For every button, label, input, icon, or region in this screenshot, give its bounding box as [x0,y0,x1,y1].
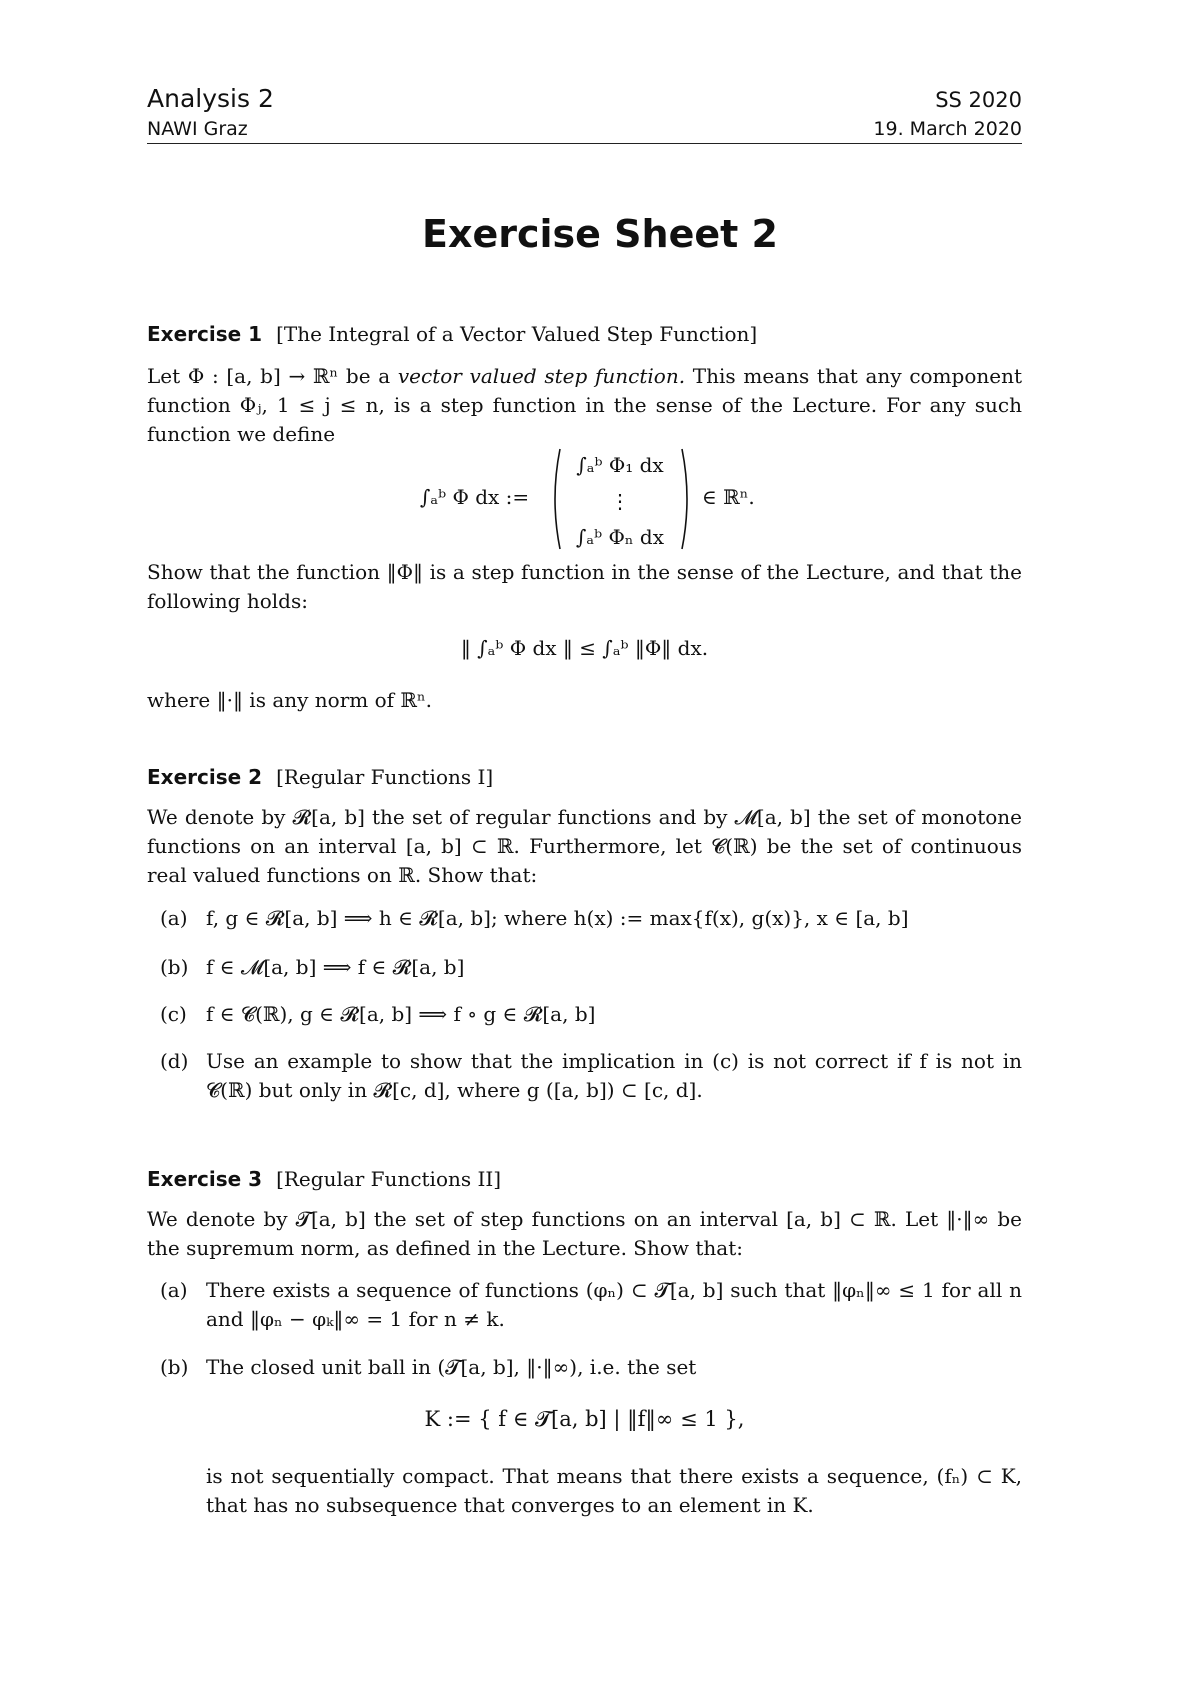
vector-right-bracket [680,447,694,551]
exercise-2-label: Exercise 2 [147,765,263,789]
header-rule [147,143,1022,144]
definition-vector [560,447,680,555]
exercise-2-intro: We denote by 𝓡[a, b] the set of regular functions and by 𝓜[a, b] the set of monotone functions on an interval [a, b] ⊂ ℝ. Furthermore, let 𝓒(ℝ) be the set of continuous real valued functions on ℝ. Show that: [147,805,1022,887]
item-label: (a) [160,1278,188,1302]
semester-label: SS 2020 [935,88,1022,112]
sheet-date: 19. March 2020 [873,118,1022,140]
exercise-3-topic: [Regular Functions II] [276,1167,502,1191]
item-label: (a) [160,906,188,930]
item-text: f, g ∈ 𝓡[a, b] ⟹ h ∈ 𝓡[a, b]; where h(x) := max{f(x), g(x)}, x ∈ [a, b] [206,906,909,930]
exercise-2-heading [147,763,1022,792]
item-label: (b) [160,1355,189,1379]
item-text: Use an example to show that the implication in (c) is not correct if f is not in 𝓒(ℝ) but only in 𝓡[c, d], where g ([a, b]) ⊂ [c, d]. [206,1049,1022,1102]
exercise-3-conclusion: is not sequentially compact. That means that there exists a sequence, (fₙ) ⊂ K, that has no subsequence that converges to an element in K. [206,1464,1022,1517]
exercise-3-intro: We denote by 𝓣[a, b] the set of step functions on an interval [a, b] ⊂ ℝ. Let ‖·‖∞ be the supremum norm, as defined in the Lecture. Show that: [147,1207,1022,1260]
exercise-1-intro [147,362,1022,449]
item-label: (b) [160,955,189,979]
exercise-1-intro-emphasis: vector valued step function. [397,364,686,388]
definition-lhs: ∫ₐᵇ Φ dx := [420,485,530,509]
vector-entry-1: ∫ₐᵇ Φ₁ dx [576,453,664,477]
vector-entry-dots: ⋮ [610,489,630,513]
vector-entry-n: ∫ₐᵇ Φₙ dx [576,525,664,549]
exercise-1-label: Exercise 1 [147,322,263,346]
exercise-1-inequality: ‖ ∫ₐᵇ Φ dx ‖ ≤ ∫ₐᵇ ‖Φ‖ dx. [460,636,709,660]
exercise-3-set-definition: K := { f ∈ 𝓣[a, b] | ‖f‖∞ ≤ 1 }, [424,1407,745,1431]
exercise-1-intro-part-1: Let Φ : [a, b] → ℝⁿ be a [147,364,398,388]
item-label: (c) [160,1002,187,1026]
exercise-1-task: Show that the function ‖Φ‖ is a step function in the sense of the Lecture, and that the following holds: [147,560,1022,613]
exercise-2-topic: [Regular Functions I] [276,765,494,789]
exercise-3-heading [147,1165,1022,1194]
item-text: f ∈ 𝓒(ℝ), g ∈ 𝓡[a, b] ⟹ f ∘ g ∈ 𝓡[a, b] [206,1002,596,1026]
item-text: There exists a sequence of functions (φₙ) ⊂ 𝓣[a, b] such that ‖φₙ‖∞ ≤ 1 for all n and ‖φₙ − φₖ‖∞ = 1 for n ≠ k. [206,1278,1022,1331]
item-text: f ∈ 𝓜[a, b] ⟹ f ∈ 𝓡[a, b] [206,955,465,979]
exercise-1-heading [147,320,1022,349]
exercise-1-topic: [The Integral of a Vector Valued Step Function] [276,322,758,346]
institution-name: NAWI Graz [147,118,248,140]
definition-rhs: ∈ ℝⁿ. [702,485,755,509]
item-label: (d) [160,1049,189,1073]
page-title: Exercise Sheet 2 [422,212,778,256]
exercise-3-label: Exercise 3 [147,1167,263,1191]
exercise-1-intro-part-2: This means that any component function Φⱼ, 1 ≤ j ≤ n, is a step function in the sense of the Lecture. For any such function we define [147,364,1022,446]
exercise-1-definition [420,445,840,555]
course-name: Analysis 2 [147,84,274,113]
item-text: The closed unit ball in (𝓣[a, b], ‖·‖∞), i.e. the set [206,1355,697,1379]
exercise-1-footnote: where ‖·‖ is any norm of ℝⁿ. [147,688,433,712]
